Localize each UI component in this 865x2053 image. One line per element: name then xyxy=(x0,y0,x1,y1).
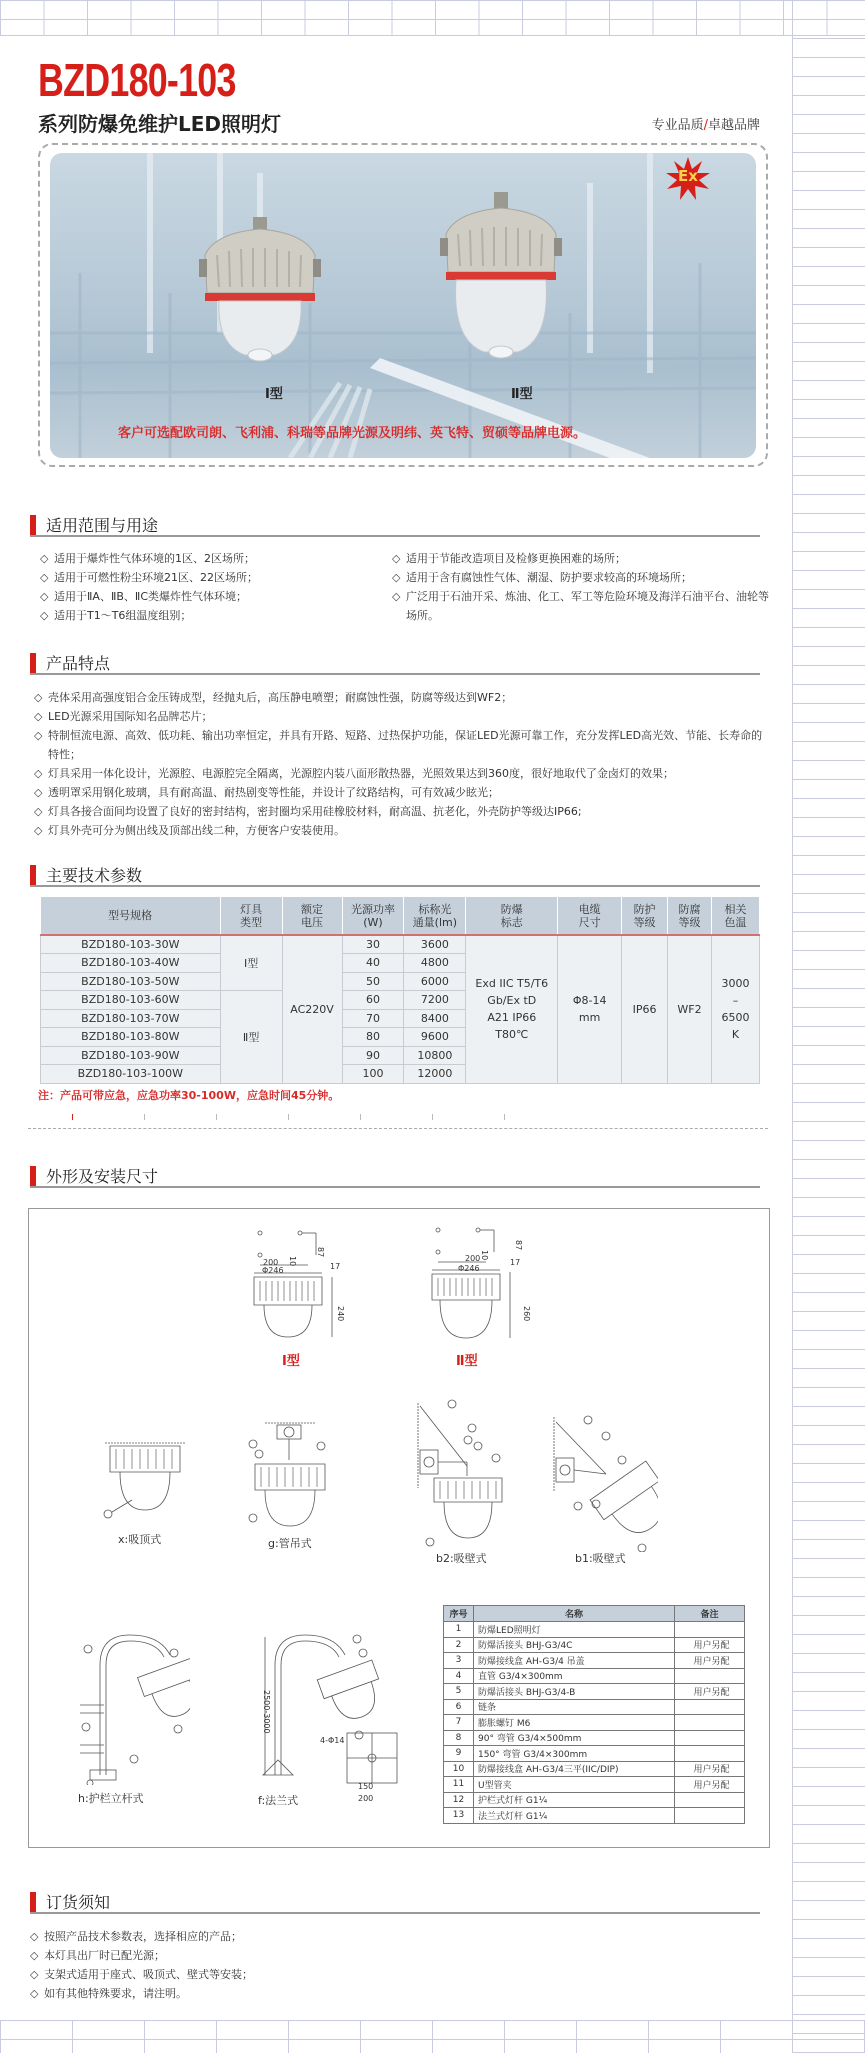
table-row xyxy=(444,1653,745,1669)
mount-drawing-wall-b2 xyxy=(412,1398,512,1548)
model-cell: BZD180-103-40W xyxy=(41,954,221,973)
table-row xyxy=(444,1715,745,1731)
parts-table xyxy=(443,1605,745,1824)
model-cell: BZD180-103-30W xyxy=(41,935,221,954)
hero-banner xyxy=(50,153,756,458)
section-accent-bar xyxy=(30,865,36,885)
dimension-drawing-type-1 xyxy=(250,1225,360,1340)
cct-cell xyxy=(711,935,759,1083)
table-row xyxy=(41,935,760,954)
part-number-cell: 10 xyxy=(444,1761,474,1777)
mount-label-wall-b1: b1:吸壁式 xyxy=(575,1552,626,1565)
part-remark-cell: 用户另配 xyxy=(675,1637,745,1653)
table-row xyxy=(444,1637,745,1653)
part-remark-cell: 用户另配 xyxy=(675,1684,745,1700)
part-number-cell: 1 xyxy=(444,1622,474,1638)
hero-brand-note: 客户可选配欧司朗、飞利浦、科瑞等品牌光源及明纬、英飞特、贸硕等品牌电源。 xyxy=(118,426,587,441)
col-header-ip: 防护 等级 xyxy=(622,897,668,935)
dim-label-87: 87 xyxy=(514,1240,523,1251)
dim-label-10: 10 xyxy=(288,1256,297,1267)
dashed-separator xyxy=(28,1128,768,1129)
power-cell: 70 xyxy=(342,1009,404,1028)
dim-label-pole-height: 2500-3000 xyxy=(262,1690,271,1734)
slogan xyxy=(652,114,760,133)
list-item: ◇ 透明罩采用钢化玻璃，具有耐高温、耐热剧变等性能，并设计了纹路结构，可有效减少眩光； xyxy=(34,783,764,802)
part-remark-cell xyxy=(675,1715,745,1731)
parts-col-remark: 备注 xyxy=(675,1606,745,1622)
col-header-cable: 电缆 尺寸 xyxy=(558,897,622,935)
part-number-cell: 7 xyxy=(444,1715,474,1731)
refinery-background-illustration xyxy=(50,153,756,458)
part-remark-cell xyxy=(675,1730,745,1746)
dim-label-150: 150 xyxy=(358,1782,374,1791)
section-accent-bar xyxy=(30,1166,36,1186)
ruler-tick xyxy=(432,1114,433,1120)
section-header-specs xyxy=(30,863,760,887)
grid-background-right xyxy=(792,0,865,2053)
flux-cell: 9600 xyxy=(404,1028,466,1047)
section-title: 适用范围与用途 xyxy=(46,516,159,535)
ex-mark-line: Exd IIC T5/T6 xyxy=(475,977,549,991)
part-number-cell: 11 xyxy=(444,1777,474,1793)
parts-col-name: 名称 xyxy=(474,1606,675,1622)
part-remark-cell xyxy=(675,1622,745,1638)
part-name-cell: 防爆LED照明灯 xyxy=(474,1622,675,1638)
col-header-anticorrosion: 防腐 等级 xyxy=(668,897,712,935)
list-item: ◇ 适用于ⅡA、ⅡB、ⅡC类爆炸性气体环境； xyxy=(40,587,380,606)
power-cell: 80 xyxy=(342,1028,404,1047)
cct-line: – xyxy=(732,994,739,1008)
part-remark-cell: 用户另配 xyxy=(675,1777,745,1793)
list-item: ◇ 灯具各接合面间均设置了良好的密封结构，密封圈均采用硅橡胶材料，耐高温、抗老化，外壳防护等级达IP66; xyxy=(34,802,764,821)
section-title: 订货须知 xyxy=(46,1893,111,1912)
part-remark-cell xyxy=(675,1792,745,1808)
ex-explosion-proof-badge xyxy=(664,155,712,203)
table-row xyxy=(444,1684,745,1700)
table-row xyxy=(444,1761,745,1777)
slogan-separator: / xyxy=(703,118,708,133)
mount-label-guardrail: h:护栏立杆式 xyxy=(78,1792,144,1805)
power-cell: 30 xyxy=(342,935,404,954)
part-number-cell: 9 xyxy=(444,1746,474,1762)
voltage-cell: AC220V xyxy=(282,935,342,1083)
dim-label-holes: 4-Φ14 xyxy=(320,1736,345,1745)
model-cell: BZD180-103-100W xyxy=(41,1065,221,1084)
list-item: ◇ 适用于含有腐蚀性气体、潮湿、防护要求较高的环境场所； xyxy=(392,568,772,587)
part-name-cell: 150° 弯管 G3/4×300mm xyxy=(474,1746,675,1762)
ruler-tick xyxy=(216,1114,217,1120)
lamp-type-1-label: Ⅰ型 xyxy=(265,387,283,402)
section-header-applications xyxy=(30,513,760,537)
list-item: ◇ 特制恒流电源、高效、低功耗、输出功率恒定，并具有开路、短路、过热保护功能，保证LED光源可靠工作，充分发挥LED高光效、节能、长寿命的特性； xyxy=(34,726,764,764)
part-name-cell: U型管夹 xyxy=(474,1777,675,1793)
part-name-cell: 法兰式灯杆 G1¼ xyxy=(474,1808,675,1824)
flux-cell: 10800 xyxy=(404,1046,466,1065)
cable-line: Φ8-14 xyxy=(572,994,607,1008)
table-row xyxy=(444,1622,745,1638)
list-item: ◇ 广泛用于石油开采、炼油、化工、军工等危险环境及海洋石油平台、油轮等场所。 xyxy=(392,587,772,625)
dim-label-height: 240 xyxy=(336,1306,345,1322)
model-cell: BZD180-103-70W xyxy=(41,1009,221,1028)
table-row xyxy=(444,1668,745,1684)
table-row xyxy=(444,1699,745,1715)
section-accent-bar xyxy=(30,1892,36,1912)
spec-note: 注：产品可带应急，应急功率30-100W，应急时间45分钟。 xyxy=(38,1089,340,1102)
flux-cell: 3600 xyxy=(404,935,466,954)
anticorrosion-cell: WF2 xyxy=(668,935,712,1083)
ex-badge-text: Ex xyxy=(678,167,698,185)
flux-cell: 8400 xyxy=(404,1009,466,1028)
list-item: ◇ 适用于节能改造项目及检修更换困难的场所； xyxy=(392,549,772,568)
drawing-type-1-label: Ⅰ型 xyxy=(282,1354,300,1369)
type-cell: Ⅱ型 xyxy=(220,991,282,1084)
spec-table-header-row xyxy=(41,897,760,935)
lamp-type-1-photo xyxy=(195,215,325,365)
ruler-tick xyxy=(504,1114,505,1120)
part-remark-cell: 用户另配 xyxy=(675,1653,745,1669)
model-cell: BZD180-103-60W xyxy=(41,991,221,1010)
col-header-voltage: 额定 电压 xyxy=(282,897,342,935)
part-number-cell: 6 xyxy=(444,1699,474,1715)
dim-label-200: 200 xyxy=(263,1258,279,1267)
flux-cell: 6000 xyxy=(404,972,466,991)
model-cell: BZD180-103-90W xyxy=(41,1046,221,1065)
part-name-cell: 直管 G3/4×300mm xyxy=(474,1668,675,1684)
table-row xyxy=(444,1792,745,1808)
product-subtitle: 系列防爆免维护LED照明灯 xyxy=(38,112,282,136)
list-item: ◇ 灯具外壳可分为侧出线及顶部出线二种，方便客户安装使用。 xyxy=(34,821,764,840)
ruler-tick xyxy=(360,1114,361,1120)
section-header-ordering xyxy=(30,1890,760,1914)
part-number-cell: 2 xyxy=(444,1637,474,1653)
mount-label-ceiling: x:吸顶式 xyxy=(118,1533,162,1546)
ex-mark-cell xyxy=(466,935,558,1083)
part-name-cell: 防爆活接头 BHJ-G3/4C xyxy=(474,1637,675,1653)
dim-label-diameter: Φ246 xyxy=(262,1266,284,1275)
list-item: ◇ 如有其他特殊要求，请注明。 xyxy=(30,1984,530,2003)
ordering-list xyxy=(30,1927,530,2003)
mount-drawing-flange xyxy=(255,1625,415,1790)
col-header-type: 灯具 类型 xyxy=(220,897,282,935)
list-item: ◇ 壳体采用高强度铝合金压铸成型，经抛丸后，高压静电喷塑；耐腐蚀性强，防腐等级达到WF2； xyxy=(34,688,764,707)
table-row xyxy=(444,1730,745,1746)
dim-label-height: 260 xyxy=(522,1306,531,1322)
part-number-cell: 8 xyxy=(444,1730,474,1746)
list-item: ◇ 本灯具出厂时已配光源； xyxy=(30,1946,530,1965)
list-item: ◇ 按照产品技术参数表，选择相应的产品； xyxy=(30,1927,530,1946)
part-name-cell: 防爆活接头 BHJ-G3/4-B xyxy=(474,1684,675,1700)
col-header-ex-mark: 防爆 标志 xyxy=(466,897,558,935)
flux-cell: 12000 xyxy=(404,1065,466,1084)
ex-mark-line: T80℃ xyxy=(495,1028,529,1042)
col-header-power: 光源功率 (W) xyxy=(342,897,404,935)
applications-list-right xyxy=(392,549,772,625)
model-cell: BZD180-103-50W xyxy=(41,972,221,991)
section-accent-bar xyxy=(30,653,36,673)
dim-label-17: 17 xyxy=(330,1262,341,1271)
part-name-cell: 防爆接线盒 AH-G3/4 吊盖 xyxy=(474,1653,675,1669)
cable-cell xyxy=(558,935,622,1083)
mount-drawing-wall-b1 xyxy=(548,1412,658,1552)
ruler-tick xyxy=(288,1114,289,1120)
power-cell: 50 xyxy=(342,972,404,991)
parts-col-no: 序号 xyxy=(444,1606,474,1622)
ruler-tick xyxy=(144,1114,145,1120)
ruler-tick xyxy=(72,1114,73,1120)
product-model-title: BZD180-103 xyxy=(38,54,236,106)
mount-label-flange: f:法兰式 xyxy=(258,1794,299,1807)
list-item: ◇ 灯具采用一体化设计，光源腔、电源腔完全隔离，光源腔内装八面形散热器，光照效果达到360度，很好地取代了金卤灯的效果； xyxy=(34,764,764,783)
cct-line: 6500 xyxy=(721,1011,750,1025)
grid-background-bottom xyxy=(0,2020,865,2053)
ip-cell: IP66 xyxy=(622,935,668,1083)
mount-drawing-pendant xyxy=(245,1420,335,1530)
grid-background-top xyxy=(0,0,865,36)
part-remark-cell xyxy=(675,1699,745,1715)
mount-label-wall-b2: b2:吸壁式 xyxy=(436,1552,487,1565)
model-cell: BZD180-103-80W xyxy=(41,1028,221,1047)
drawing-type-2-label: Ⅱ型 xyxy=(456,1354,478,1369)
type-cell: Ⅰ型 xyxy=(220,935,282,991)
list-item: ◇ 适用于爆炸性气体环境的1区、2区场所； xyxy=(40,549,380,568)
list-item: ◇ 适用于可燃性粉尘环境21区、22区场所； xyxy=(40,568,380,587)
power-cell: 40 xyxy=(342,954,404,973)
part-name-cell: 链条 xyxy=(474,1699,675,1715)
col-header-model: 型号规格 xyxy=(41,897,221,935)
table-row xyxy=(444,1746,745,1762)
table-row xyxy=(444,1808,745,1824)
section-header-dimensions xyxy=(30,1164,760,1188)
list-item: ◇ LED光源采用国际知名品牌芯片； xyxy=(34,707,764,726)
section-title: 外形及安装尺寸 xyxy=(46,1167,159,1186)
ex-mark-line: A21 IP66 xyxy=(487,1011,537,1025)
lamp-type-2-label: Ⅱ型 xyxy=(511,387,533,402)
part-remark-cell xyxy=(675,1746,745,1762)
dim-label-200: 200 xyxy=(465,1254,481,1263)
part-name-cell: 膨胀螺钉 M6 xyxy=(474,1715,675,1731)
part-number-cell: 4 xyxy=(444,1668,474,1684)
col-header-cct: 相关 色温 xyxy=(711,897,759,935)
applications-list-left xyxy=(40,549,380,625)
flux-cell: 7200 xyxy=(404,991,466,1010)
cable-line: mm xyxy=(578,1011,601,1025)
part-number-cell: 5 xyxy=(444,1684,474,1700)
table-row xyxy=(444,1777,745,1793)
part-remark-cell xyxy=(675,1808,745,1824)
slogan-left: 专业品质 xyxy=(651,118,704,133)
ex-mark-line: Gb/Ex tD xyxy=(487,994,537,1008)
dim-label-200: 200 xyxy=(358,1794,374,1803)
dim-label-87: 87 xyxy=(316,1247,325,1258)
part-number-cell: 3 xyxy=(444,1653,474,1669)
part-name-cell: 护栏式灯杆 G1¼ xyxy=(474,1792,675,1808)
part-name-cell: 防爆接线盒 AH-G3/4三平(IIC/DIP) xyxy=(474,1761,675,1777)
mount-drawing-guardrail xyxy=(80,1625,190,1785)
cct-line: K xyxy=(731,1028,740,1042)
mount-drawing-ceiling xyxy=(100,1440,190,1525)
features-list xyxy=(34,688,764,840)
parts-header-row xyxy=(444,1606,745,1622)
dim-label-diameter: Φ246 xyxy=(458,1264,480,1273)
power-cell: 90 xyxy=(342,1046,404,1065)
part-number-cell: 13 xyxy=(444,1808,474,1824)
power-cell: 100 xyxy=(342,1065,404,1084)
section-title: 产品特点 xyxy=(46,654,111,673)
power-cell: 60 xyxy=(342,991,404,1010)
section-title: 主要技术参数 xyxy=(46,866,143,885)
part-remark-cell: 用户另配 xyxy=(675,1761,745,1777)
part-number-cell: 12 xyxy=(444,1792,474,1808)
list-item: ◇ 支架式适用于座式、吸顶式、壁式等安装； xyxy=(30,1965,530,1984)
section-accent-bar xyxy=(30,515,36,535)
flux-cell: 4800 xyxy=(404,954,466,973)
cct-line: 3000 xyxy=(721,977,750,991)
part-remark-cell xyxy=(675,1668,745,1684)
slogan-right: 卓越品牌 xyxy=(707,118,760,133)
col-header-flux: 标称光 通量(lm) xyxy=(404,897,466,935)
section-header-features xyxy=(30,651,760,675)
list-item: ◇ 适用于T1～T6组温度组别； xyxy=(40,606,380,625)
lamp-type-2-photo xyxy=(436,190,566,365)
spec-table xyxy=(40,897,760,1084)
dim-label-10: 10 xyxy=(480,1250,489,1261)
part-name-cell: 90° 弯管 G3/4×500mm xyxy=(474,1730,675,1746)
dim-label-17: 17 xyxy=(510,1258,521,1267)
mount-label-pendant: g:管吊式 xyxy=(268,1537,312,1550)
